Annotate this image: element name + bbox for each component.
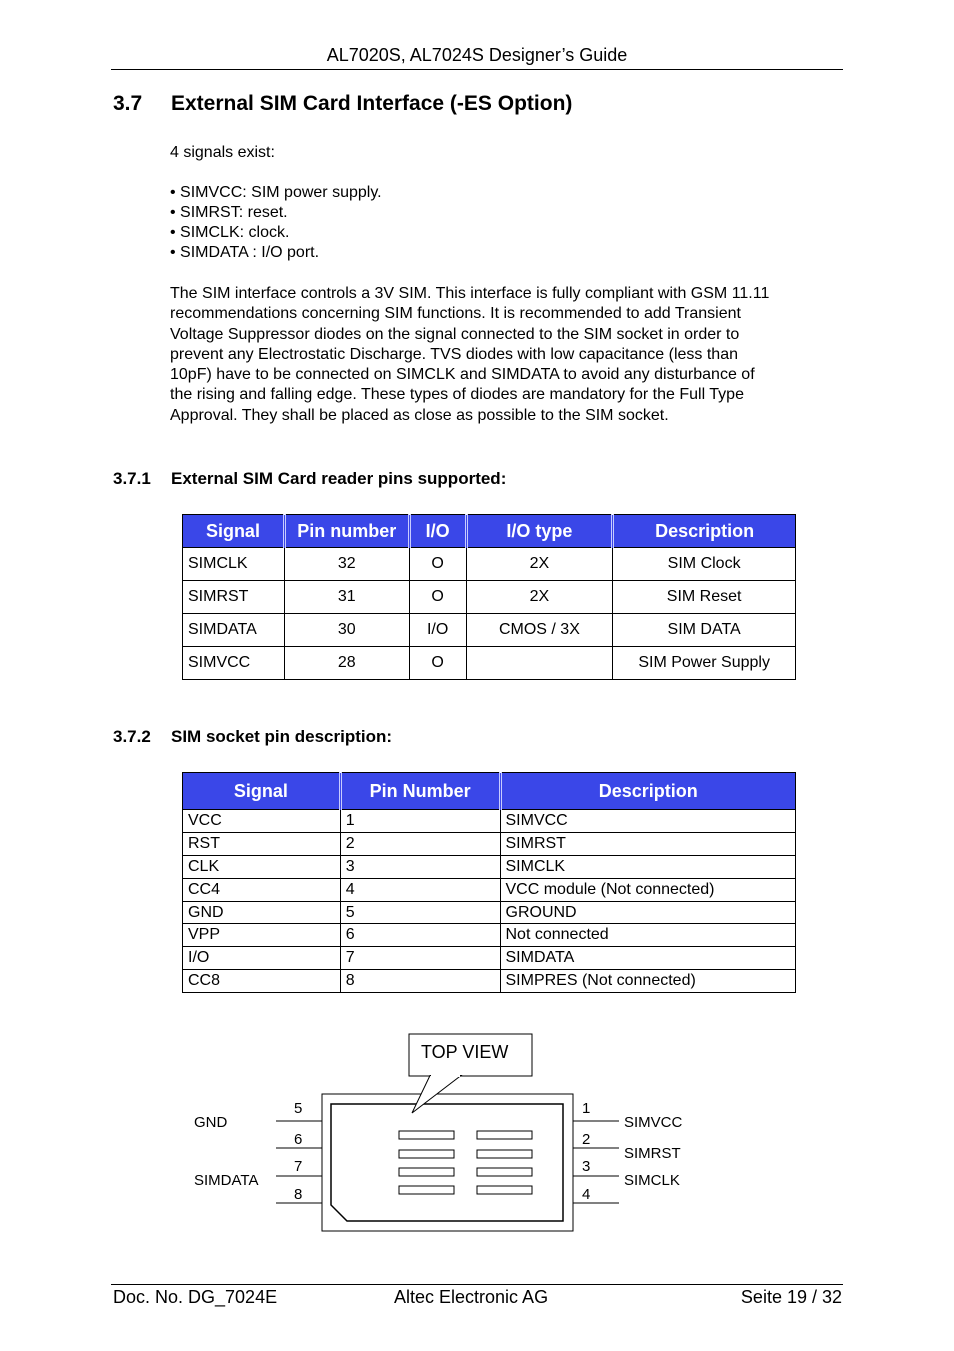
signal-label: SIMRST	[624, 1145, 681, 1162]
signal-label: GND	[194, 1114, 228, 1131]
table-cell: SIMRST	[500, 832, 796, 855]
footer-rule	[111, 1284, 843, 1285]
signal-label: SIMVCC	[624, 1114, 683, 1131]
paragraph-line: The SIM interface controls a 3V SIM. This interface is fully compliant with GSM 11.11	[170, 285, 770, 302]
column-header: Pin Number	[340, 773, 500, 810]
paragraph-line: recommendations concerning SIM functions. It is recommended to add Transient	[170, 305, 741, 323]
pin-number-label: 7	[294, 1158, 303, 1175]
table-cell: SIMPRES (Not connected)	[500, 970, 796, 993]
table-cell: I/O	[409, 614, 466, 647]
column-header: I/O	[409, 515, 466, 548]
table-cell: VCC module (Not connected)	[500, 878, 796, 901]
intro-text: 4 signals exist:	[170, 144, 275, 161]
table-cell: 4	[340, 878, 500, 901]
footer-company: Altec Electronic AG	[394, 1287, 549, 1307]
pin-number-label: 3	[582, 1158, 591, 1175]
table-cell: 7	[340, 947, 500, 970]
table-cell: 28	[284, 647, 409, 680]
table-cell: 8	[340, 970, 500, 993]
signal-label: SIMCLK	[624, 1172, 680, 1189]
bullet-item: • SIMCLK: clock.	[170, 224, 290, 241]
table-cell: 5	[340, 901, 500, 924]
subsection-number: 3.7.2	[113, 727, 151, 746]
table-cell: 2X	[466, 548, 613, 581]
column-header: Signal	[183, 773, 341, 810]
table-cell: SIM Clock	[613, 548, 796, 581]
section-number: 3.7	[113, 92, 143, 115]
subsection-title: External SIM Card reader pins supported:	[171, 469, 507, 488]
column-header: Signal	[183, 515, 285, 548]
pin-number-label: 4	[582, 1186, 591, 1203]
paragraph-line: the rising and falling edge. These types of diodes are mandatory for the Full Type	[170, 386, 744, 404]
footer-doc-number: Doc. No. DG_7024E	[113, 1287, 278, 1307]
table-cell: GROUND	[500, 901, 796, 924]
column-header: Description	[500, 773, 796, 810]
paragraph-line: 10pF) have to be connected on SIMCLK and SIMDATA to avoid any disturbance of	[170, 366, 755, 384]
table-cell: RST	[183, 832, 341, 855]
table-cell: SIMVCC	[183, 647, 285, 680]
table-cell: GND	[183, 901, 341, 924]
bullet-item: • SIMVCC: SIM power supply.	[170, 184, 382, 201]
table-cell: SIMRST	[183, 581, 285, 614]
table-cell: SIMDATA	[183, 614, 285, 647]
contact-pad	[477, 1150, 532, 1158]
contact-pad	[477, 1168, 532, 1176]
table-cell: SIMCLK	[183, 548, 285, 581]
signal-label: SIMDATA	[194, 1172, 259, 1189]
paragraph-line: Voltage Suppressor diodes on the signal connected to the SIM socket in order to	[170, 325, 740, 343]
callout-label: TOP VIEW	[421, 1042, 509, 1062]
table-cell: CC4	[183, 878, 341, 901]
table-cell: CMOS / 3X	[466, 614, 613, 647]
section-title: External SIM Card Interface (-ES Option)	[171, 92, 573, 115]
table-cell: 32	[284, 548, 409, 581]
pin-number-label: 8	[294, 1186, 303, 1203]
table-cell: 30	[284, 614, 409, 647]
table-cell: 2	[340, 832, 500, 855]
bullet-item: • SIMDATA : I/O port.	[170, 244, 320, 261]
footer-page-number: Seite 19 / 32	[740, 1287, 842, 1307]
table-cell: O	[409, 647, 466, 680]
table-cell: SIM Power Supply	[613, 647, 796, 680]
pin-number-label: 2	[582, 1131, 591, 1148]
table-cell: 1	[340, 810, 500, 833]
table-cell: CLK	[183, 855, 341, 878]
table-cell: CC8	[183, 970, 341, 993]
contact-pad	[399, 1150, 454, 1158]
contact-pad	[477, 1186, 532, 1194]
table-cell: SIM Reset	[613, 581, 796, 614]
contact-pad	[399, 1168, 454, 1176]
table-cell: SIMDATA	[500, 947, 796, 970]
table-cell: O	[409, 581, 466, 614]
pin-number-label: 6	[294, 1131, 303, 1148]
table-cell: O	[409, 548, 466, 581]
column-header: Pin number	[284, 515, 409, 548]
document-header-title: AL7020S, AL7024S Designer’s Guide	[326, 45, 628, 65]
subsection-title: SIM socket pin description:	[171, 727, 393, 746]
table-cell: Not connected	[500, 924, 796, 947]
pin-number-label: 1	[582, 1100, 591, 1117]
table-cell: SIMVCC	[500, 810, 796, 833]
column-header: I/O type	[466, 515, 613, 548]
table-cell: 3	[340, 855, 500, 878]
table-cell: SIMCLK	[500, 855, 796, 878]
table-cell: VPP	[183, 924, 341, 947]
table-cell: I/O	[183, 947, 341, 970]
pin-number-label: 5	[294, 1100, 303, 1117]
paragraph-line: Approval. They shall be placed as close as possible to the SIM socket.	[170, 406, 669, 424]
contact-pad	[399, 1186, 454, 1194]
table-cell: 6	[340, 924, 500, 947]
subsection-number: 3.7.1	[113, 469, 151, 488]
paragraph-line: prevent any Electrostatic Discharge. TVS diodes with low capacitance (less than	[170, 345, 738, 363]
table-cell: 2X	[466, 581, 613, 614]
card-outline	[331, 1104, 563, 1221]
contact-pad	[477, 1131, 532, 1139]
column-header: Description	[613, 515, 796, 548]
bullet-item: • SIMRST: reset.	[170, 204, 288, 221]
table-cell: SIM DATA	[613, 614, 796, 647]
table-cell: VCC	[183, 810, 341, 833]
table-cell: 31	[284, 581, 409, 614]
contact-pad	[399, 1131, 454, 1139]
